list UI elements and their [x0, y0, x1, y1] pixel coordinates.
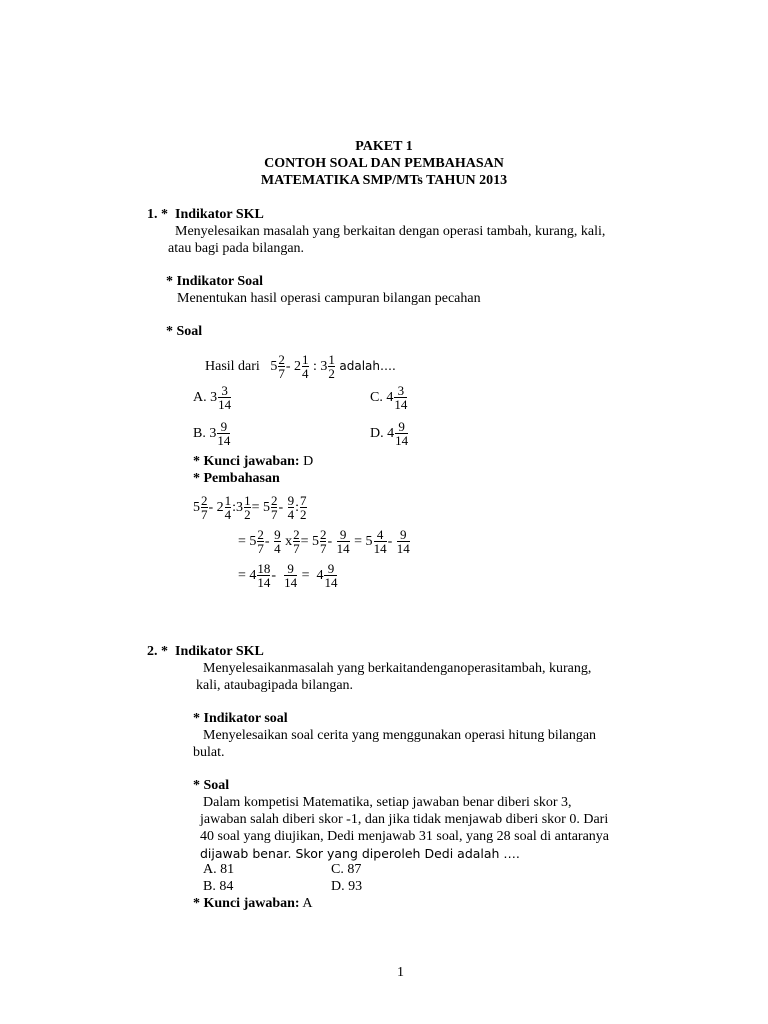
q1-soal-heading: * Soal — [166, 324, 203, 339]
q1-indikator-text: Menentukan hasil operasi campuran bilangan pecahan — [177, 291, 481, 306]
q2-indikator-text-1: Menyelesaikan soal cerita yang menggunakan operasi hitung bilangan — [203, 728, 597, 743]
q1-option-d: D. 4 $\frac{9}{14}$ — [370, 419, 409, 449]
q2-soal-heading: * Soal — [193, 778, 230, 793]
q2-indikator-heading: * Indikator soal — [193, 711, 288, 726]
document-subtitle: CONTOH SOAL DAN PEMBAHASAN — [264, 156, 504, 171]
q2-skl-text-2: kali, ataubagipada bilangan. — [196, 678, 354, 693]
q1-pembahasan-line-1: 5 $\frac{2}{7}$ - 2 $\frac{1}{4}$ :3 $\frac{1}{2}$ = 5 $\frac{2}{7}$ - $\frac{9}{4}$ : $\frac{7}{2}$ — [193, 493, 307, 523]
q1-option-a: A. 3 $\frac{3}{14}$ — [193, 383, 232, 413]
q2-skl-text-1: Menyelesaikanmasalah yang berkaitandenganoperasitambah, kurang, — [203, 661, 592, 676]
q2-number: 2. * Indikator SKL — [147, 644, 264, 659]
q1-pembahasan-line-2: = 5 $\frac{2}{7}$ - $\frac{9}{4}$ x $\frac{2}{7}$ = 5 $\frac{2}{7}$ - $\frac{9}{14}$ = 5 $\frac{4}{14}$ - $\frac{9}{14}$ — [238, 527, 410, 557]
q1-soal-expression: Hasil dari 5 $\frac{2}{7}$ - 2 $\frac{1}{4}$ : 3 $\frac{1}{2}$ adalah…. — [205, 352, 396, 382]
q2-soal-line-3: 40 soal yang diujikan, Dedi menjawab 31 soal, yang 28 soal di antaranya — [200, 829, 610, 844]
q2-option-d: D. 93 — [331, 879, 363, 894]
q2-soal-line-2: jawaban salah diberi skor -1, dan jika tidak menjawab diberi skor 0. Dari — [200, 812, 609, 827]
q2-soal-line-4: dijawab benar. Skor yang diperoleh Dedi adalah …. — [200, 846, 520, 861]
q2-option-a: A. 81 — [203, 862, 235, 877]
q2-option-c: C. 87 — [331, 862, 362, 877]
q1-number: 1. * Indikator SKL — [147, 207, 264, 222]
document-subtitle-2: MATEMATIKA SMP/MTs TAHUN 2013 — [260, 173, 508, 188]
q2-indikator-text-2: bulat. — [193, 745, 225, 760]
q1-kunci-jawaban: * Kunci jawaban: D — [193, 454, 314, 469]
q1-option-b: B. 3 $\frac{9}{14}$ — [193, 419, 231, 449]
document-title: PAKET 1 — [355, 139, 413, 154]
q1-option-c: C. 4 $\frac{3}{14}$ — [370, 383, 408, 413]
q1-pembahasan-line-3: = 4 $\frac{18}{14}$ - $\frac{9}{14}$ = 4 $\frac{9}{14}$ — [238, 561, 338, 591]
page-number: 1 — [397, 965, 404, 980]
q2-kunci-jawaban: * Kunci jawaban: A — [193, 896, 313, 911]
q2-soal-line-1: Dalam kompetisi Matematika, setiap jawaban benar diberi skor 3, — [203, 795, 572, 810]
q1-indikator-heading: * Indikator Soal — [166, 274, 263, 289]
q2-option-b: B. 84 — [203, 879, 234, 894]
q1-skl-text-1: Menyelesaikan masalah yang berkaitan dengan operasi tambah, kurang, kali, — [175, 224, 606, 239]
q1-skl-text-2: atau bagi pada bilangan. — [168, 241, 305, 256]
q1-pembahasan-heading: * Pembahasan — [193, 471, 280, 486]
